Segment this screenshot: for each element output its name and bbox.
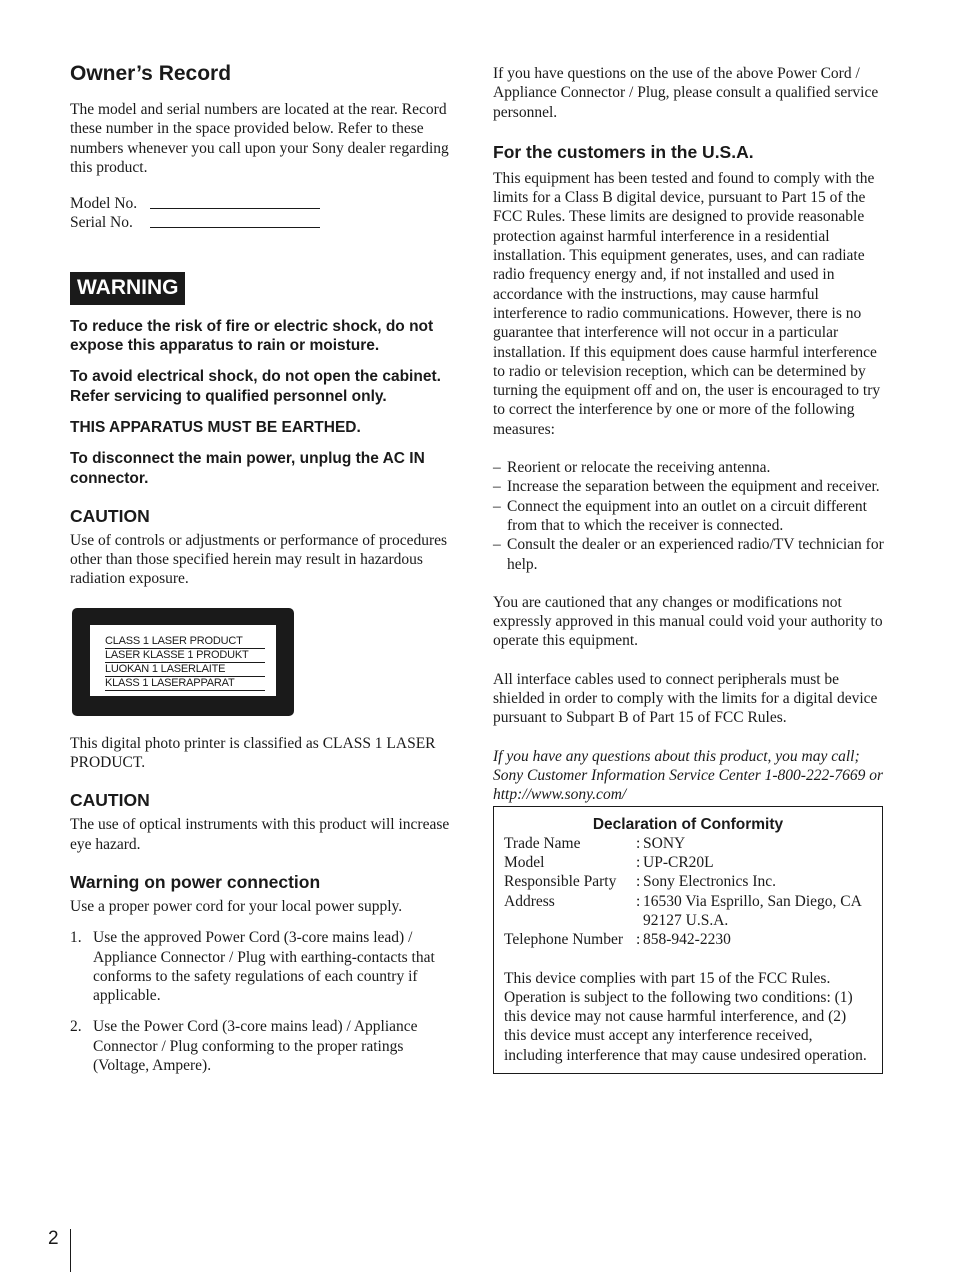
warning-text-4: To disconnect the main power, unplug the AC IN connector. xyxy=(70,450,425,487)
fcc-text: This equipment has been tested and found to comply with the limits for a Class B digital device, pursuant to Part 15 of the FCC Rules. These limits are designed to provide reasonable protection against harmful interference in a residential installation. This equipment generates, uses, and can radiate radio frequency energy and, if not installed and used in accordance with the instructions, may cause harmful interference to radio communications. However, there is no guarantee that interference will not occur in a particular installation. If this equipment does cause harmful interference to radio or television reception, which can be determined by turning the equipment off and on, the user is encouraged to try to correct the interference by one or more of the following measures: xyxy=(493,169,881,438)
caution-text-2: The use of optical instruments with this product will increase eye hazard. xyxy=(70,816,450,853)
warning-text-3: THIS APPARATUS MUST BE EARTHED. xyxy=(70,418,361,436)
serial-label: Serial No. xyxy=(70,214,133,232)
left-column xyxy=(70,60,462,1075)
list-text: Use the approved Power Cord (3-core mains lead) / Appliance Connector / Plug with earthing-contacts that conforms to the safety regulations of each country if applicable. xyxy=(93,929,435,1005)
declaration-value: Sony Electronics Inc. xyxy=(643,873,777,891)
laser-line-2: LASER KLASSE 1 PRODUKT xyxy=(105,649,265,663)
list-item xyxy=(70,1017,462,1075)
declaration-key: Responsible Party xyxy=(504,873,617,891)
declaration-key: Model xyxy=(504,854,545,872)
declaration-row: Telephone Number : 858-942-2230 xyxy=(504,930,872,949)
owners-record-title: Owner’s Record xyxy=(70,62,232,85)
list-item: – Increase the separation between the equipment and receiver. xyxy=(493,478,880,496)
list-text: Consult the dealer or an experienced radio/TV technician for help. xyxy=(507,536,884,573)
warning-text-1: To reduce the risk of fire or electric shock, do not expose this apparatus to rain or moisture. xyxy=(70,317,434,355)
caution-title-1: CAUTION xyxy=(70,505,150,526)
list-item: – Reorient or relocate the receiving antenna. xyxy=(493,459,771,477)
contact-text: If you have any questions about this product, you may call; Sony Customer Information Service Center 1-800-222-7669 or http://www.sony.com/ xyxy=(493,747,884,804)
owners-record-intro: The model and serial numbers are located at the rear. Record these number in the space provided below. Refer to these numbers whenever you call upon your Sony dealer regarding this product. xyxy=(70,101,449,176)
laser-line-4: KLASS 1 LASERAPPARAT xyxy=(105,677,265,691)
declaration-key: Telephone Number xyxy=(504,931,623,949)
serial-field xyxy=(70,213,462,232)
list-number: 2. xyxy=(70,1018,82,1036)
list-item: – Consult the dealer or an experienced radio/TV technician for help. xyxy=(493,536,884,573)
model-field xyxy=(70,194,462,213)
declaration-key: Address xyxy=(504,892,555,910)
list-item: – Connect the equipment into an outlet on a circuit different from that to which the receiver is connected. xyxy=(493,497,867,534)
declaration-value: UP-CR20L xyxy=(643,854,714,872)
laser-label-box xyxy=(70,608,462,716)
power-list xyxy=(70,928,462,1075)
model-label: Model No. xyxy=(70,195,138,213)
serial-blank-line xyxy=(150,213,320,228)
list-number: 1. xyxy=(70,929,82,947)
list-item xyxy=(70,928,462,1005)
declaration-value: 858-942-2230 xyxy=(643,931,731,949)
page-number-rule xyxy=(70,1229,71,1272)
power-intro: Use a proper power cord for your local power supply. xyxy=(70,897,403,915)
page-number: 2 xyxy=(48,1228,59,1249)
caution-title-2: CAUTION xyxy=(70,790,150,811)
laser-note: This digital photo printer is classified as CLASS 1 LASER PRODUCT. xyxy=(70,734,436,772)
list-text: Increase the separation between the equipment and receiver. xyxy=(507,478,880,496)
usa-title: For the customers in the U.S.A. xyxy=(493,141,754,162)
declaration-value: 16530 Via Esprillo, San Diego, CA 92127 U.S.A. xyxy=(643,892,861,929)
warning-badge: WARNING xyxy=(70,272,185,305)
declaration-title: Declaration of Conformity xyxy=(592,815,784,833)
laser-label-inner xyxy=(90,625,276,696)
compliance-text: This device complies with part 15 of the FCC Rules. Operation is subject to the following two conditions: (1) this device may not cause harmful interference, and (2) this device must accept any interference received, including interference that may cause undesired operation. xyxy=(504,969,867,1064)
laser-line-3: LUOKAN 1 LASERLAITE xyxy=(105,663,265,677)
declaration-row: Model : UP-CR20L xyxy=(504,853,872,872)
fcc-measures xyxy=(493,458,885,574)
cables-text: All interface cables used to connect peripherals must be shielded in order to comply with the limits for a digital device pursuant to Subpart B of Part 15 of FCC Rules. xyxy=(493,670,878,727)
right-column xyxy=(493,60,885,1074)
record-fields xyxy=(70,194,462,233)
list-text: Use the Power Cord (3-core mains lead) / Appliance Connector / Plug conforming to the proper ratings (Voltage, Ampere). xyxy=(93,1018,418,1075)
warning-text-2: To avoid electrical shock, do not open the cabinet. Refer servicing to qualified personnel only. xyxy=(70,368,441,405)
list-text: Connect the equipment into an outlet on a circuit different from that to which the receiver is connected. xyxy=(507,497,867,534)
changes-text: You are cautioned that any changes or modifications not expressly approved in this manual could void your authority to operate this equipment. xyxy=(493,593,883,650)
declaration-row: Responsible Party : Sony Electronics Inc. xyxy=(504,872,872,891)
power-warning-title: Warning on power connection xyxy=(70,871,321,892)
caution-text-1: Use of controls or adjustments or performance of procedures other than those specified herein may result in hazardous radiation exposure. xyxy=(70,531,448,588)
model-blank-line xyxy=(150,194,320,209)
laser-line-1: CLASS 1 LASER PRODUCT xyxy=(105,635,265,649)
power-questions: If you have questions on the use of the above Power Cord / Appliance Connector / Plug, please consult a qualified service personnel. xyxy=(493,65,879,121)
declaration-value: SONY xyxy=(643,834,686,852)
declaration-key: Trade Name xyxy=(504,834,581,852)
declaration-row: Address : 16530 Via Esprillo, San Diego, CA 92127 U.S.A. xyxy=(504,892,872,931)
declaration-row: Trade Name : SONY xyxy=(504,834,872,853)
list-text: Reorient or relocate the receiving antenna. xyxy=(507,459,771,477)
declaration-box xyxy=(493,806,883,1075)
